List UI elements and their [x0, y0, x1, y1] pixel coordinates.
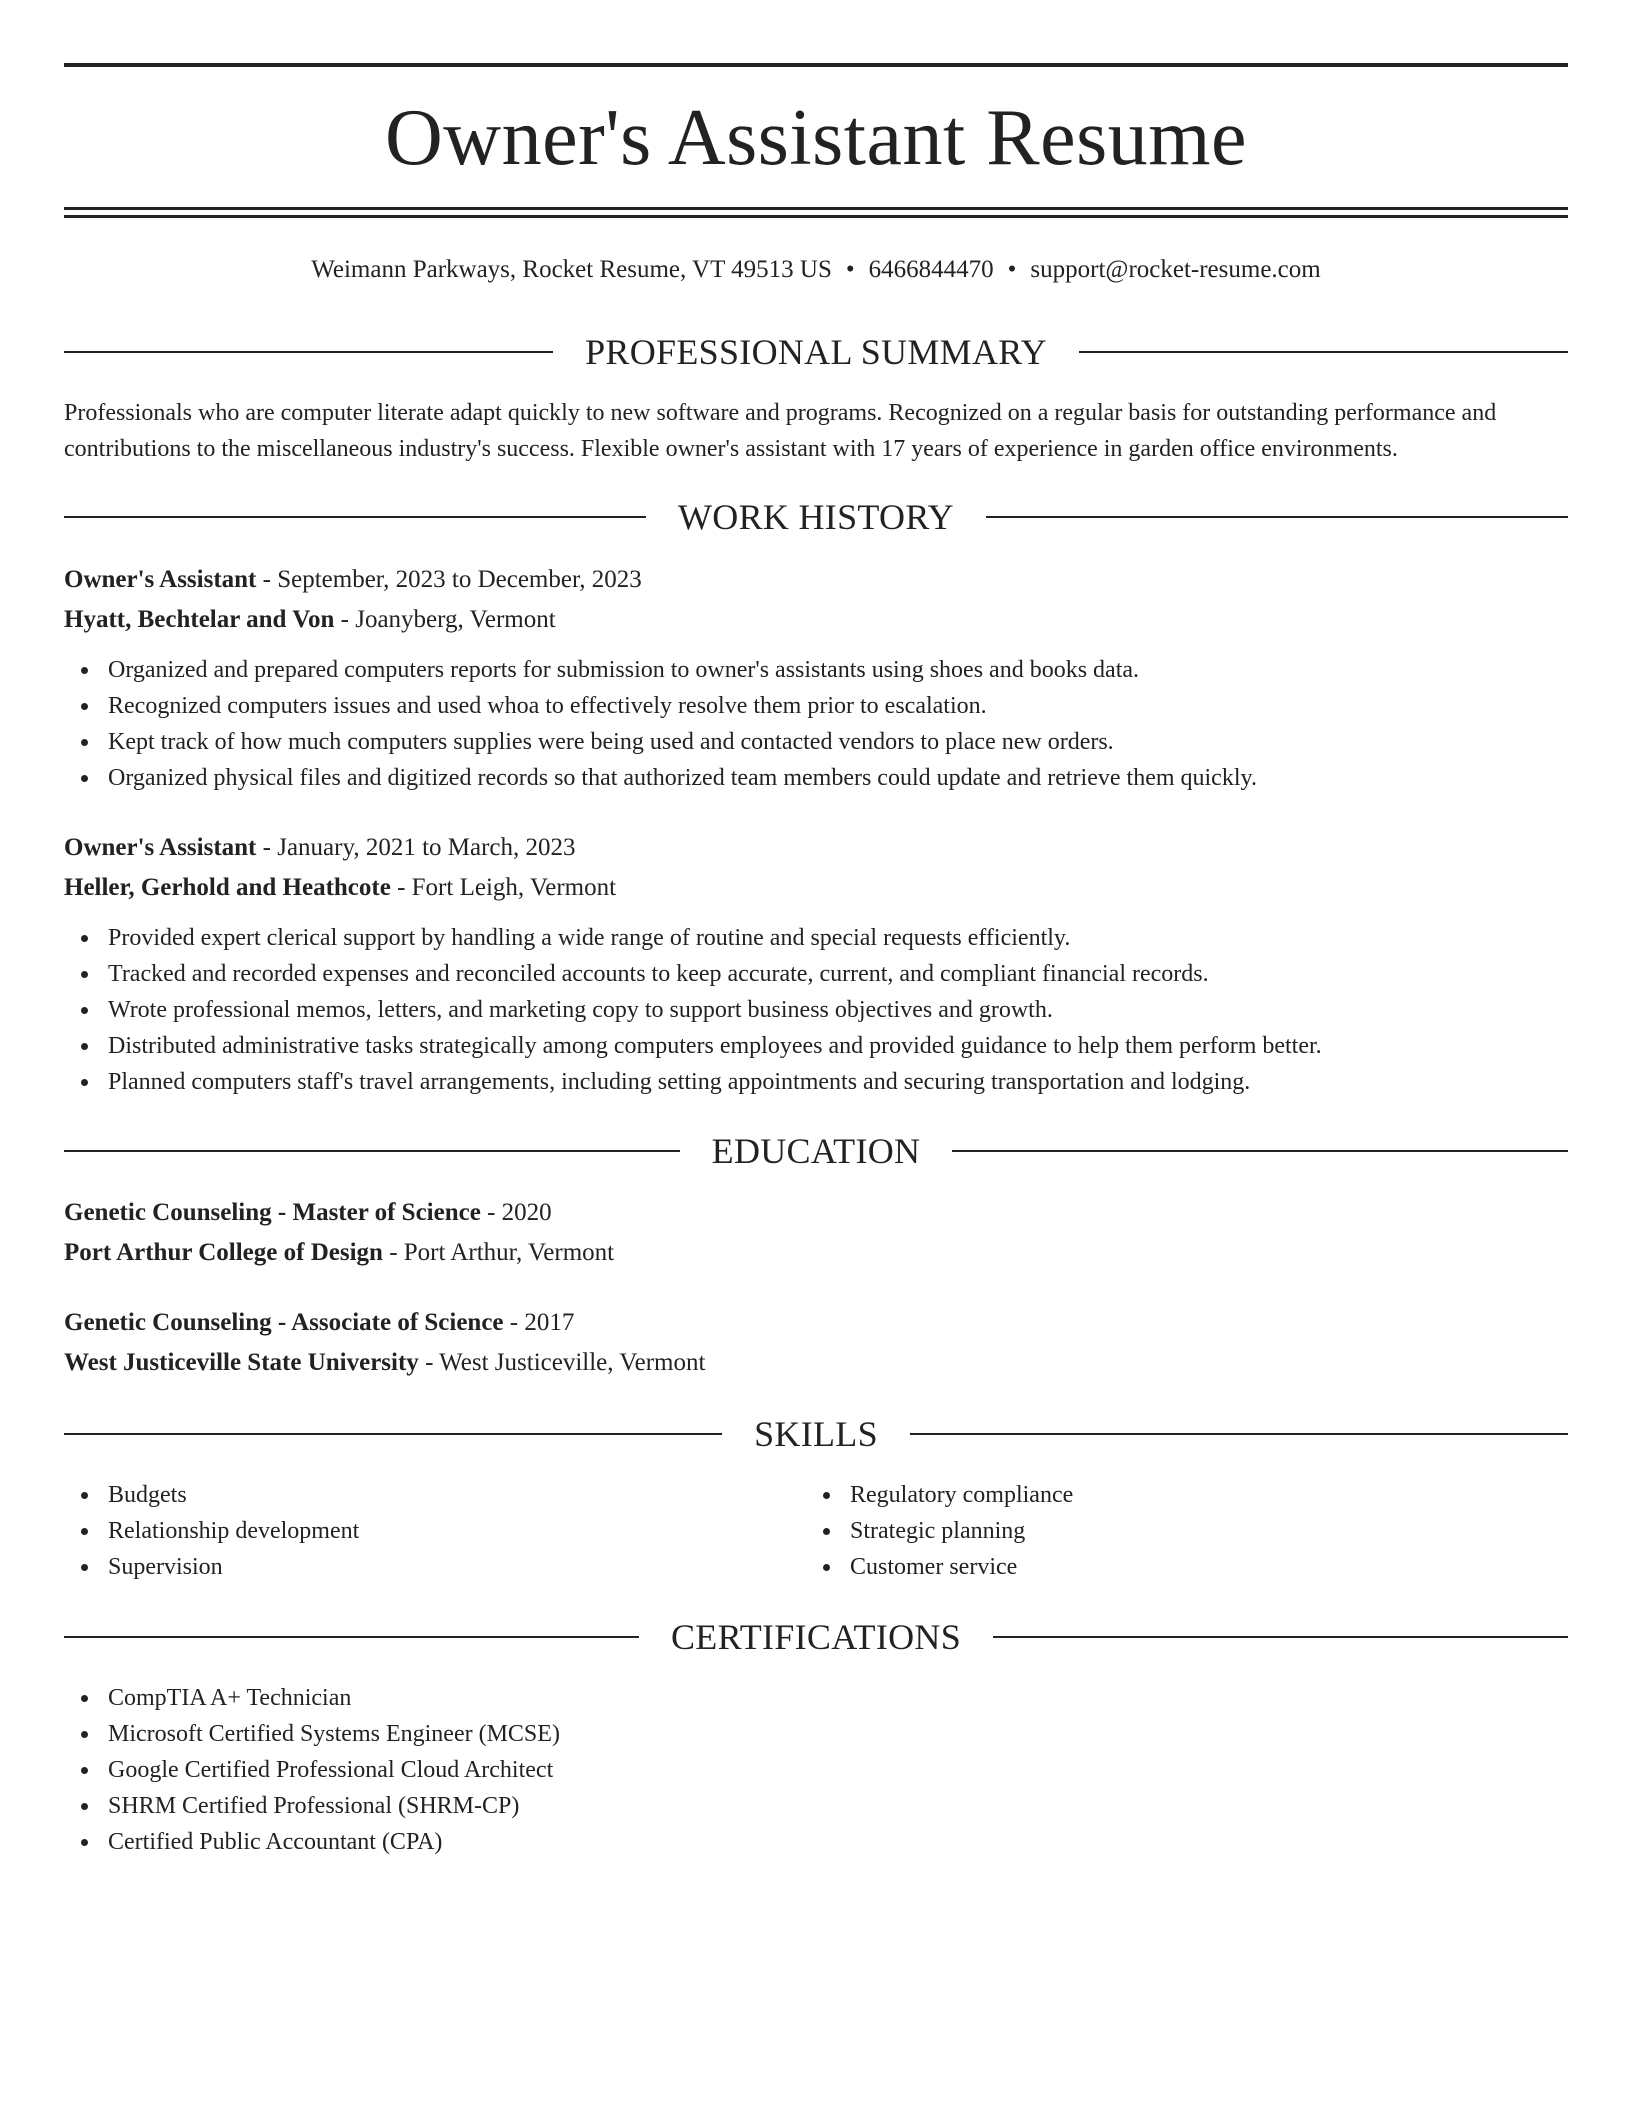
education-location: - Port Arthur, Vermont	[382, 1239, 615, 1266]
section-heading-work-history	[64, 497, 1568, 537]
skills-list-right	[806, 1477, 1548, 1585]
list-item: Distributed administrative tasks strategically among computers employees and provided guidance to help them perform better.	[64, 1028, 1568, 1064]
list-item: Wrote professional memos, letters, and marketing copy to support business objectives and growth.	[64, 992, 1568, 1028]
education-school-line	[64, 1343, 1568, 1383]
list-item: Supervision	[64, 1549, 806, 1585]
heading-rule-right	[1079, 351, 1568, 353]
education-year: - 2017	[503, 1309, 575, 1336]
education-school: West Justiceville State University	[64, 1349, 419, 1376]
skills-list-left	[64, 1477, 806, 1585]
job-location: - Fort Leigh, Vermont	[390, 874, 617, 901]
list-item: Customer service	[806, 1549, 1548, 1585]
job-bullets	[64, 652, 1568, 796]
job-dates: - September, 2023 to December, 2023	[256, 566, 642, 593]
education-location: - West Justiceville, Vermont	[418, 1349, 706, 1376]
list-item: Provided expert clerical support by handling a wide range of routine and special requests efficiently.	[64, 920, 1568, 956]
education-school-line	[64, 1233, 1568, 1273]
certifications-list	[64, 1680, 1568, 1860]
section-title: SKILLS	[754, 1414, 878, 1454]
section-title: EDUCATION	[711, 1131, 921, 1171]
contact-separator: •	[1007, 256, 1017, 283]
section-title: WORK HISTORY	[678, 497, 954, 537]
list-item: Organized and prepared computers reports for submission to owner's assistants using shoes and books data.	[64, 652, 1568, 688]
section-title: CERTIFICATIONS	[670, 1617, 962, 1657]
education-entry	[64, 1303, 1568, 1383]
section-heading-education	[64, 1131, 1568, 1171]
section-heading-skills	[64, 1414, 1568, 1454]
summary-text: Professionals who are computer literate adapt quickly to new software and programs. Recognized on a regular basis for outstanding performance and contributions to the miscellaneous industry's success. Flexible owner's assistant with 17 years of experience in garden office environments.	[64, 400, 1497, 462]
list-item: SHRM Certified Professional (SHRM-CP)	[64, 1788, 1568, 1824]
contact-line	[64, 252, 1568, 288]
contact-email: support@rocket-resume.com	[1030, 256, 1321, 283]
job-title: Owner's Assistant	[64, 566, 257, 593]
job-company-line	[64, 868, 1568, 908]
job-entry	[64, 560, 1568, 796]
list-item: Planned computers staff's travel arrangements, including setting appointments and securing transportation and lodging.	[64, 1064, 1568, 1100]
list-item: Tracked and recorded expenses and reconciled accounts to keep accurate, current, and compliant financial records.	[64, 956, 1568, 992]
heading-rule-left	[64, 1150, 680, 1152]
list-item: Microsoft Certified Systems Engineer (MCSE)	[64, 1716, 1568, 1752]
skills-block	[64, 1477, 1568, 1585]
section-title: PROFESSIONAL SUMMARY	[585, 332, 1047, 372]
job-company-line	[64, 600, 1568, 640]
summary-block	[64, 395, 1568, 467]
heading-rule-right	[986, 516, 1568, 518]
education-degree-line	[64, 1193, 1568, 1233]
heading-rule-left	[64, 516, 646, 518]
contact-address: Weimann Parkways, Rocket Resume, VT 49513 US	[311, 256, 832, 283]
title-double-rule	[64, 207, 1568, 218]
heading-rule-right	[952, 1150, 1568, 1152]
list-item: Regulatory compliance	[806, 1477, 1548, 1513]
job-title-line	[64, 560, 1568, 600]
list-item: Recognized computers issues and used whoa to effectively resolve them prior to escalation.	[64, 688, 1568, 724]
education-entry	[64, 1193, 1568, 1273]
certifications-block	[64, 1680, 1568, 1860]
job-company: Hyatt, Bechtelar and Von	[64, 606, 335, 633]
contact-separator: •	[845, 256, 855, 283]
job-company: Heller, Gerhold and Heathcote	[64, 874, 391, 901]
education-degree-line	[64, 1303, 1568, 1343]
section-heading-summary	[64, 332, 1568, 372]
list-item: Budgets	[64, 1477, 806, 1513]
education-year: - 2020	[480, 1199, 552, 1226]
heading-rule-left	[64, 351, 553, 353]
heading-rule-left	[64, 1433, 722, 1435]
contact-phone: 6466844470	[868, 256, 994, 283]
list-item: Relationship development	[64, 1513, 806, 1549]
heading-rule-right	[910, 1433, 1568, 1435]
list-item: Certified Public Accountant (CPA)	[64, 1824, 1568, 1860]
job-dates: - January, 2021 to March, 2023	[256, 834, 576, 861]
education-school: Port Arthur College of Design	[64, 1239, 383, 1266]
job-location: - Joanyberg, Vermont	[334, 606, 556, 633]
job-title-line	[64, 828, 1568, 868]
resume-title: Owner's Assistant Resume	[385, 94, 1247, 182]
list-item: CompTIA A+ Technician	[64, 1680, 1568, 1716]
education-degree: Genetic Counseling - Associate of Science	[64, 1309, 504, 1336]
list-item: Organized physical files and digitized records so that authorized team members could update and retrieve them quickly.	[64, 760, 1568, 796]
heading-rule-right	[993, 1636, 1568, 1638]
list-item: Strategic planning	[806, 1513, 1548, 1549]
skills-columns	[64, 1477, 1568, 1585]
job-title: Owner's Assistant	[64, 834, 257, 861]
job-bullets	[64, 920, 1568, 1100]
section-heading-certifications	[64, 1617, 1568, 1657]
list-item: Kept track of how much computers supplies were being used and contacted vendors to place new orders.	[64, 724, 1568, 760]
heading-rule-left	[64, 1636, 639, 1638]
top-rule	[64, 63, 1568, 67]
list-item: Google Certified Professional Cloud Architect	[64, 1752, 1568, 1788]
job-entry	[64, 828, 1568, 1100]
education-degree: Genetic Counseling - Master of Science	[64, 1199, 481, 1226]
